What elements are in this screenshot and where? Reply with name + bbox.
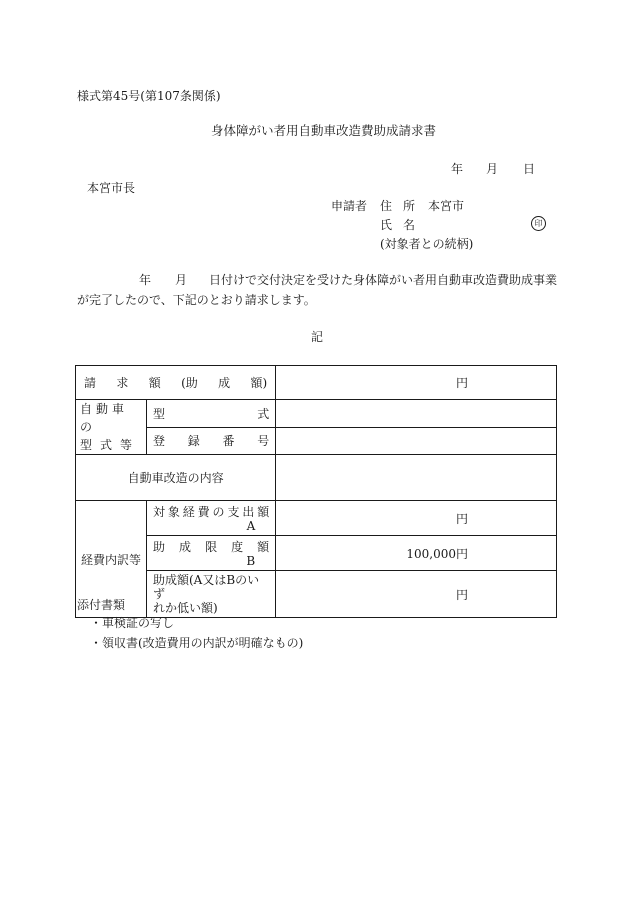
row-expense xyxy=(76,501,557,536)
lbl-char: 求 xyxy=(116,376,129,390)
modification-label: 自動車改造の内容 xyxy=(76,455,276,501)
registration-value[interactable] xyxy=(276,427,557,455)
yen-unit: 円 xyxy=(455,376,468,390)
relation-label: (対象者との続柄) xyxy=(380,237,474,251)
form-number: 様式第45号(第107条関係) xyxy=(77,89,221,103)
attachment-item: ・領収書(改造費用の内訳が明確なもの) xyxy=(90,636,304,650)
lbl-char: 成 xyxy=(218,376,231,390)
lbl-char: 成 xyxy=(179,540,192,554)
lbl-char: 式 xyxy=(257,406,270,421)
seal-mark: 印 xyxy=(531,216,546,231)
row-modification xyxy=(76,455,557,501)
body-month: 月 xyxy=(175,273,188,287)
grant-label xyxy=(146,571,275,618)
attachment-item: ・車検証の写し xyxy=(90,616,175,630)
addressee: 本宮市長 xyxy=(87,181,136,195)
yen-unit: 円 xyxy=(455,587,468,602)
vehicle-label xyxy=(76,400,147,455)
ki-heading: 記 xyxy=(311,330,324,344)
name-label-1: 氏 xyxy=(380,218,393,232)
address-label-1: 住 xyxy=(380,199,393,213)
lbl-char: 対 xyxy=(152,505,165,519)
address-label-2: 所 xyxy=(403,199,416,213)
lbl-char: の xyxy=(212,505,225,519)
vehicle-label-1: 自動車の xyxy=(80,402,129,434)
grant-label-2: れか低い額) xyxy=(152,601,218,615)
limit-label xyxy=(146,536,275,571)
vehicle-label-2: 型式等 xyxy=(80,438,141,452)
lbl-char: 経 xyxy=(182,505,195,519)
lbl-char: 費 xyxy=(197,505,210,519)
limit-value: 100,000円 xyxy=(276,536,557,571)
row-limit xyxy=(76,536,557,571)
attachments-heading: 添付書類 xyxy=(77,598,126,612)
body-text-line1: 日付けで交付決定を受けた身体障がい者用自動車改造費助成事業 xyxy=(209,273,558,287)
lbl-char: 象 xyxy=(167,505,180,519)
expense-value[interactable] xyxy=(276,501,557,536)
body-year: 年 xyxy=(139,273,152,287)
document-title: 身体障がい者用自動車改造費助成請求書 xyxy=(211,123,437,138)
yen-unit: 円 xyxy=(455,511,468,526)
request-amount-label xyxy=(76,366,276,400)
model-label xyxy=(146,400,275,428)
expense-suffix: A xyxy=(246,519,256,533)
lbl-char: 額 xyxy=(257,540,270,554)
lbl-char: 録 xyxy=(187,434,200,449)
expense-item-label xyxy=(146,501,275,536)
date-day: 日 xyxy=(523,162,536,176)
row-grant xyxy=(76,571,557,618)
modification-value[interactable] xyxy=(276,455,557,501)
grant-label-1: 助成額(A又はBのいず xyxy=(152,573,260,601)
registration-label xyxy=(146,427,275,455)
lbl-char: 額) xyxy=(250,376,268,390)
lbl-char: 請 xyxy=(84,376,97,390)
lbl-char: 度 xyxy=(231,540,244,554)
body-text-line2: が完了したので、下記のとおり請求します。 xyxy=(77,293,316,307)
name-label-2: 名 xyxy=(403,218,416,232)
expense-label: 経費内訳等 xyxy=(76,501,147,618)
lbl-char: 額 xyxy=(257,505,270,519)
applicant-label: 申請者 xyxy=(331,199,368,213)
grant-value[interactable] xyxy=(276,571,557,618)
date-year: 年 xyxy=(451,162,464,176)
lbl-char: 出 xyxy=(242,505,255,519)
request-table xyxy=(75,365,557,618)
limit-suffix: B xyxy=(246,554,256,568)
lbl-char: 支 xyxy=(227,505,240,519)
lbl-char: 額 xyxy=(148,376,161,390)
lbl-char: 号 xyxy=(257,434,270,449)
lbl-char: (助 xyxy=(181,376,198,390)
lbl-char: 型 xyxy=(152,406,165,421)
request-amount-value[interactable] xyxy=(276,366,557,400)
lbl-char: 限 xyxy=(205,540,218,554)
lbl-char: 登 xyxy=(152,434,165,449)
address-value: 本宮市 xyxy=(428,199,465,213)
row-request-amount xyxy=(76,366,557,400)
date-month: 月 xyxy=(486,162,499,176)
row-model xyxy=(76,400,557,428)
lbl-char: 番 xyxy=(222,434,235,449)
row-registration xyxy=(76,427,557,455)
date-line xyxy=(451,162,536,176)
model-value[interactable] xyxy=(276,400,557,428)
lbl-char: 助 xyxy=(152,540,165,554)
